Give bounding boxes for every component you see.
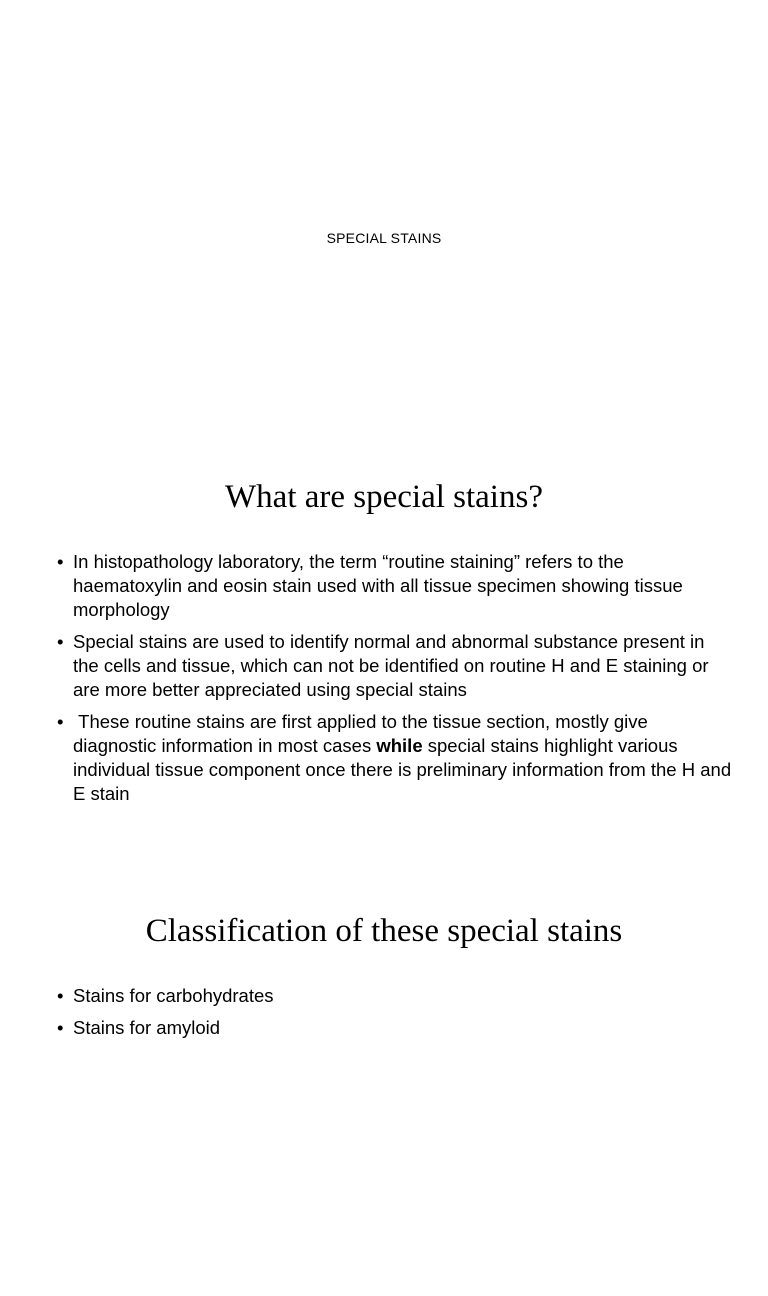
bullet-item [56, 710, 737, 806]
bullet-text-start: These routine stains are first applied to the tissue section, mostly give diagnostic information in most cases [73, 711, 653, 756]
slide-heading: Classification of these special stains [145, 913, 623, 949]
bullet-icon: • [57, 1017, 64, 1038]
bullet-list [56, 984, 732, 1048]
slide-what-are-special-stains [0, 432, 768, 864]
bullet-icon: • [57, 551, 64, 572]
bullet-item [56, 550, 732, 622]
bullet-text: Stains for amyloid [73, 1017, 221, 1038]
bullet-text: Stains for carbohydrates [73, 985, 274, 1006]
bullet-icon: • [57, 711, 64, 732]
bullet-text: Special stains are used to identify normal and abnormal substance present in the cells and tissue, which can not be identified on routine H and E staining or are more better appreciated using special stains [73, 631, 714, 700]
bullet-item [56, 630, 732, 702]
bullet-text-emphasis: while [376, 735, 423, 756]
bullet-icon: • [57, 985, 64, 1006]
bullet-item [56, 1016, 732, 1040]
slide-cover [0, 0, 768, 432]
bullet-text-end: special stains highlight various individual tissue component once there is preliminary information from the H and E stain [73, 735, 737, 804]
bullet-text: In histopathology laboratory, the term “routine staining” refers to the haematoxylin and eosin stain used with all tissue specimen showing tissue morphology [73, 551, 688, 620]
bullet-list [56, 550, 737, 814]
bullet-icon: • [57, 631, 64, 652]
slide-classification [0, 864, 768, 1296]
bullet-item [56, 984, 732, 1008]
bullet-text [73, 711, 736, 804]
slide-heading: What are special stains? [225, 479, 543, 515]
cover-title: SPECIAL STAINS [326, 230, 442, 246]
